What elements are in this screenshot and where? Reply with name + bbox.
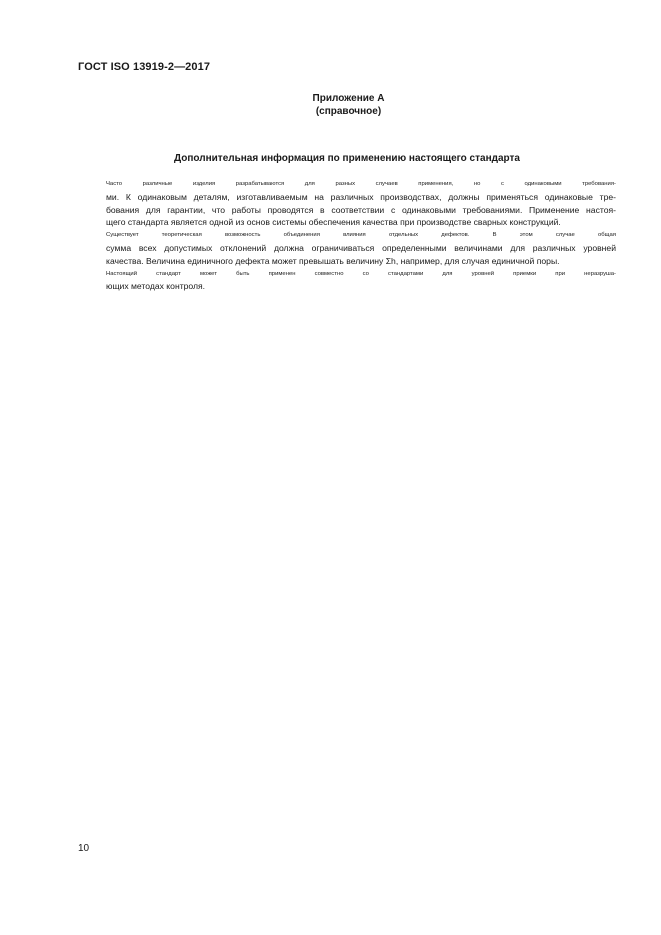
text-line: Существует теоретическая возможность объединения влияния отдельных дефектов. В этом случае общая [106,232,616,239]
text-line: щего стандарта является одной из основ системы обеспечения качества при производстве сварных конструкций. [106,217,561,228]
text-line: Настоящий стандарт может быть применен совместно со стандартами для уровней приемки при неразруша- [106,270,616,277]
standard-designation: ГОСТ ISO 13919-2—2017 [78,61,211,73]
text-line: ющих методах контроля. [106,281,206,292]
paragraph [78,229,616,267]
paragraph [78,268,616,294]
text-line: ми. К одинаковым деталям, изготавливаемым на различных производствах, должны применяться одинаковые тре- [106,191,616,202]
body-text [78,178,616,293]
text-line: сумма всех допустимых отклонений должна ограничиваться определенными величинами для различных уровней [106,242,616,253]
annex-type: (справочное) [315,106,382,117]
annex-title: Приложение А [312,93,385,104]
text-line: качества. Величина единичного дефекта может превышать величину Σh, например, для случая единичной поры. [106,255,560,266]
document-header [78,61,210,73]
text-line: Часто различные изделия разрабатываются для разных случаев применения, но с одинаковыми требования- [106,181,616,187]
paragraph [78,178,616,229]
annex-heading [0,92,661,118]
page-number: 10 [78,843,90,854]
text-line: бования для гарантии, что работы проводятся в соответствии с одинаковыми требованиями. Применение настоя- [106,204,616,215]
section-title: Дополнительная информация по применению настоящего стандарта [174,153,520,164]
